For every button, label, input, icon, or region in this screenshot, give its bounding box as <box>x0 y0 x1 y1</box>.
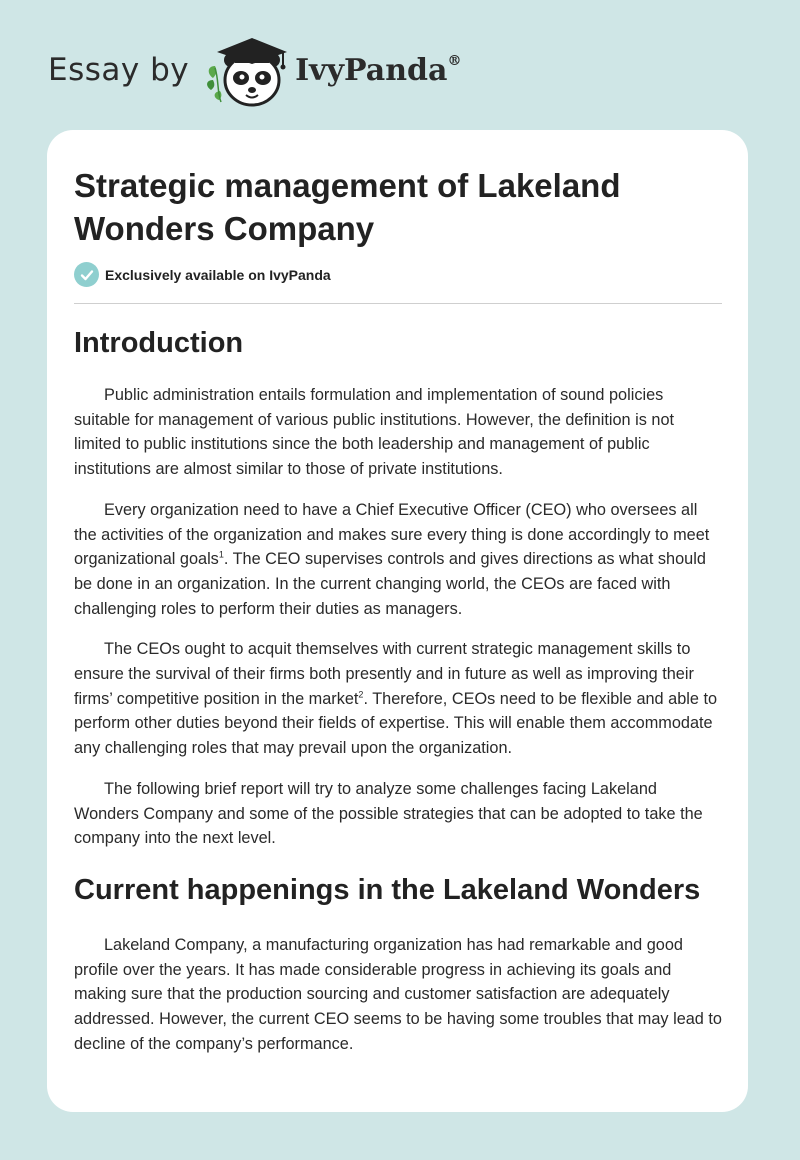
trademark-symbol: ® <box>447 52 462 69</box>
paragraph: Lakeland Company, a manufacturing organization has had remarkable and good profile over the years. It has made considerable progress in achieving its goals and making sure that the production sourcing and customer satisfaction are adequately addressed. However, the current CEO seems to be having some troubles that may lead to decline of the company’s performance. <box>74 935 722 1053</box>
article-card <box>47 130 748 1112</box>
check-icon <box>74 262 99 287</box>
paragraph: Public administration entails formulation and implementation of sound policies suitable for management of various public institutions. However, the definition is not limited to public institutions since the both leadership and management of public institutions are almost similar to those of private institutions. <box>74 386 675 479</box>
divider <box>74 303 722 304</box>
footnote-ref[interactable]: 1 <box>218 549 224 560</box>
page-title: Strategic management of Lakeland Wonders Company <box>74 167 621 247</box>
exclusive-badge-label: Exclusively available on IvyPanda <box>105 266 331 283</box>
footnote-ref[interactable]: 2 <box>358 689 364 700</box>
paragraph: The following brief report will try to analyze some challenges facing Lakeland Wonders Company and some of the possible strategies that can be adopted to take the company into the next level. <box>74 779 703 848</box>
essay-by-label: Essay by <box>48 52 190 88</box>
paragraph: The CEOs ought to acquit themselves with current strategic management skills to ensure the survival of their firms both presently and in future as well as improving their firms’ competitive position in the market$^2$. Therefore, CEOs need to be flexible and able to perform other duties beyond their fields of expertise. This will enable them accommodate any challenging roles that may prevail upon the organization. <box>74 640 718 758</box>
site-header <box>48 30 461 110</box>
exclusive-badge <box>74 262 331 287</box>
section-heading-current-happenings: Current happenings in the Lakeland Wonders <box>74 873 701 906</box>
panda-logo-icon[interactable] <box>203 30 293 110</box>
section-heading-introduction: Introduction <box>74 327 244 359</box>
brand-name[interactable]: IvyPanda® <box>295 52 462 88</box>
article-body <box>74 320 722 1072</box>
paragraph: Every organization need to have a Chief Executive Officer (CEO) who oversees all the activities of the organization and makes sure every thing is done accordingly to meet organizational goals$^1$. The CEO supervises controls and gives directions as what should be done in an organization. In the current changing world, the CEOs are faced with challenging roles to perform their duties as managers. <box>74 500 710 618</box>
